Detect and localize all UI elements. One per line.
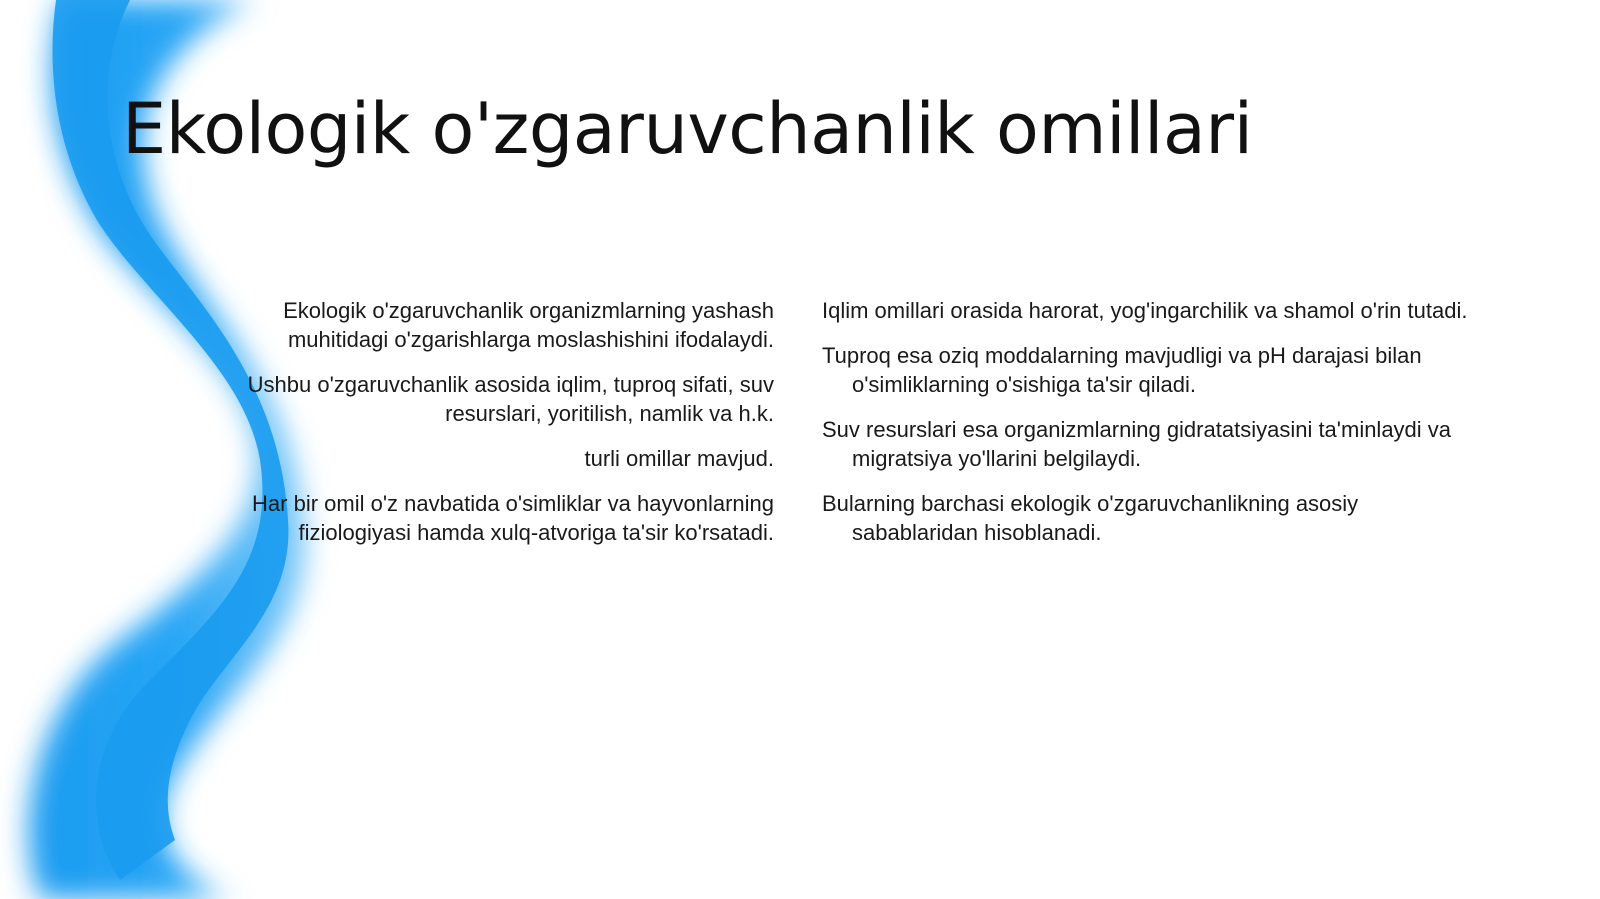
left-paragraph-4: Har bir omil o'z navbatida o'simliklar va hayvonlarning fiziologiyasi hamda xulq-atvoriga ta'sir ko'rsatadi.: [252, 491, 774, 545]
left-text-column: [180, 296, 774, 563]
left-paragraph-2: Ushbu o'zgaruvchanlik asosida iqlim, tuproq sifati, suv resurslari, yoritilish, namlik va h.k.: [247, 372, 774, 426]
left-paragraph-3: turli omillar mavjud.: [584, 446, 774, 471]
right-text-column: [822, 296, 1482, 563]
right-paragraph-1: Iqlim omillari orasida harorat, yog'ingarchilik va shamol o'rin tutadi.: [822, 298, 1468, 323]
right-paragraph-3: Suv resurslari esa organizmlarning gidratatsiyasini ta'minlaydi va migratsiya yo'llarini belgilaydi.: [822, 417, 1452, 471]
slide-title: Ekologik o'zgaruvchanlik omillari: [122, 88, 1253, 170]
left-paragraph-1: Ekologik o'zgaruvchanlik organizmlarning yashash muhitidagi o'zgarishlarga moslashishini ifodalaydi.: [283, 298, 774, 352]
right-paragraph-4: Bularning barchasi ekologik o'zgaruvchanlikning asosiy sabablaridan hisoblanadi.: [822, 491, 1359, 545]
right-paragraph-2: Tuproq esa oziq moddalarning mavjudligi va pH darajasi bilan o'simliklarning o'sishiga ta'sir qiladi.: [822, 343, 1422, 397]
